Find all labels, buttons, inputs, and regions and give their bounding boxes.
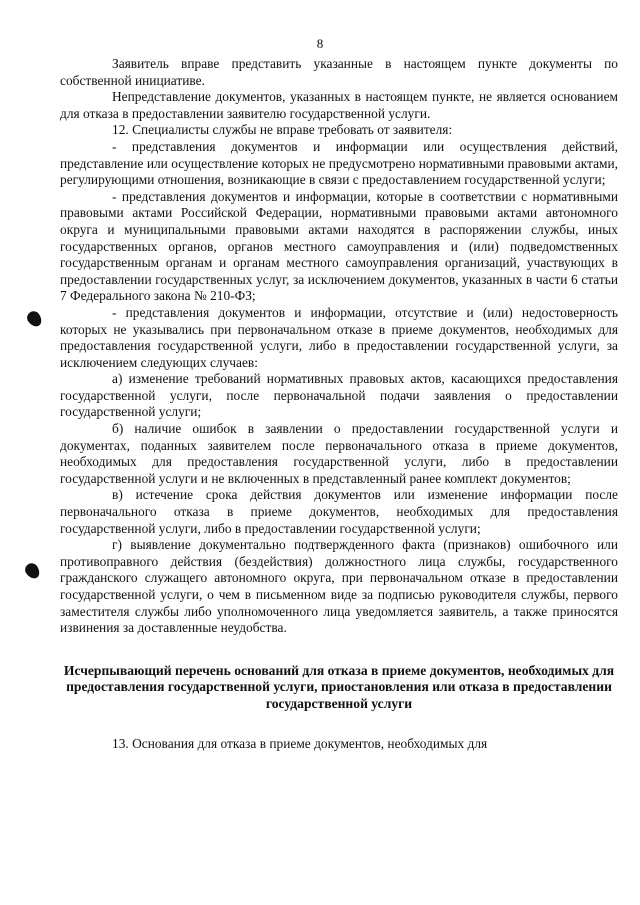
paragraph-item-12: 12. Специалисты службы не вправе требовать от заявителя: <box>112 122 453 138</box>
punch-hole-mark <box>23 561 43 582</box>
paragraph-non-submission: Непредставление документов, указанных в настоящем пункте, не является основанием для отказа в предоставлении заявителю государственной услуги. <box>60 89 618 121</box>
paragraph-case-d: г) выявление документально подтвержденного факта (признаков) ошибочного или противоправного действия (бездействия) должностного лица службы, государственного гражданского служащего автономного округа, при первоначальном отказе в предоставлении государственной услуги, о чем в письменном виде за подписью руководителя службы, первого заместителя службы либо уполномоченного лица уведомляется заявитель, а также приносятся извинения за доставленные неудобства. <box>60 537 618 636</box>
section-heading: Исчерпывающий перечень оснований для отказа в приеме документов, необходимых для предоставления государственной услуги, приостановления или отказа в предоставлении государственной услуги <box>63 662 615 711</box>
document-body <box>60 56 618 753</box>
paragraph-case-c: в) истечение срока действия документов или изменение информации после первоначального отказа в приеме документов, необходимых для предоставления государственной услуги, либо в предоставлении государственной услуги; <box>60 487 618 536</box>
paragraph-case-a: а) изменение требований нормативных правовых актов, касающихся предоставления государственной услуги, после первоначальной подачи заявления о предоставлении государственной услуги; <box>60 371 618 420</box>
paragraph-case-b: б) наличие ошибок в заявлении о предоставлении государственной услуги и документах, поданных заявителем после первоначального отказа в приеме документов, необходимых для предоставления государственной услуги, либо в предоставлении государственной услуги и не включенных в представленный ранее комплект документов; <box>60 421 618 486</box>
paragraph-list-item-1: - представления документов и информации или осуществления действий, представление или осуществление которых не предусмотрено нормативными правовыми актами, регулирующими отношения, возникающие в связи с предоставлением государственной услуги; <box>60 138 618 188</box>
paragraph-list-item-2: - представления документов и информации, которые в соответствии с нормативными правовыми актами Российской Федерации, нормативными правовыми актами автономного округа и муниципальными правовыми актами находятся в распоряжении службы, иных государственных органов, органов местного самоуправления и (или) подведомственных государственным органам и органам местного самоуправления организаций, участвующих в предоставлении государственных услуг, за исключением документов, указанных в части 6 статьи 7 Федерального закона № 210-ФЗ; <box>60 188 618 304</box>
paragraph-item-13: 13. Основания для отказа в приеме документов, необходимых для <box>112 736 488 751</box>
paragraph-own-initiative: Заявитель вправе представить указанные в настоящем пункте документы по собственной инициативе. <box>60 56 618 88</box>
punch-hole-mark <box>25 309 45 330</box>
paragraph-list-item-3: - представления документов и информации, отсутствие и (или) недостоверность которых не указывались при первоначальном отказе в приеме документов, необходимых для предоставления государственной услуги, либо в предоставлении государственной услуги, за исключением следующих случаев: <box>60 304 618 370</box>
page-number: 8 <box>316 36 324 51</box>
